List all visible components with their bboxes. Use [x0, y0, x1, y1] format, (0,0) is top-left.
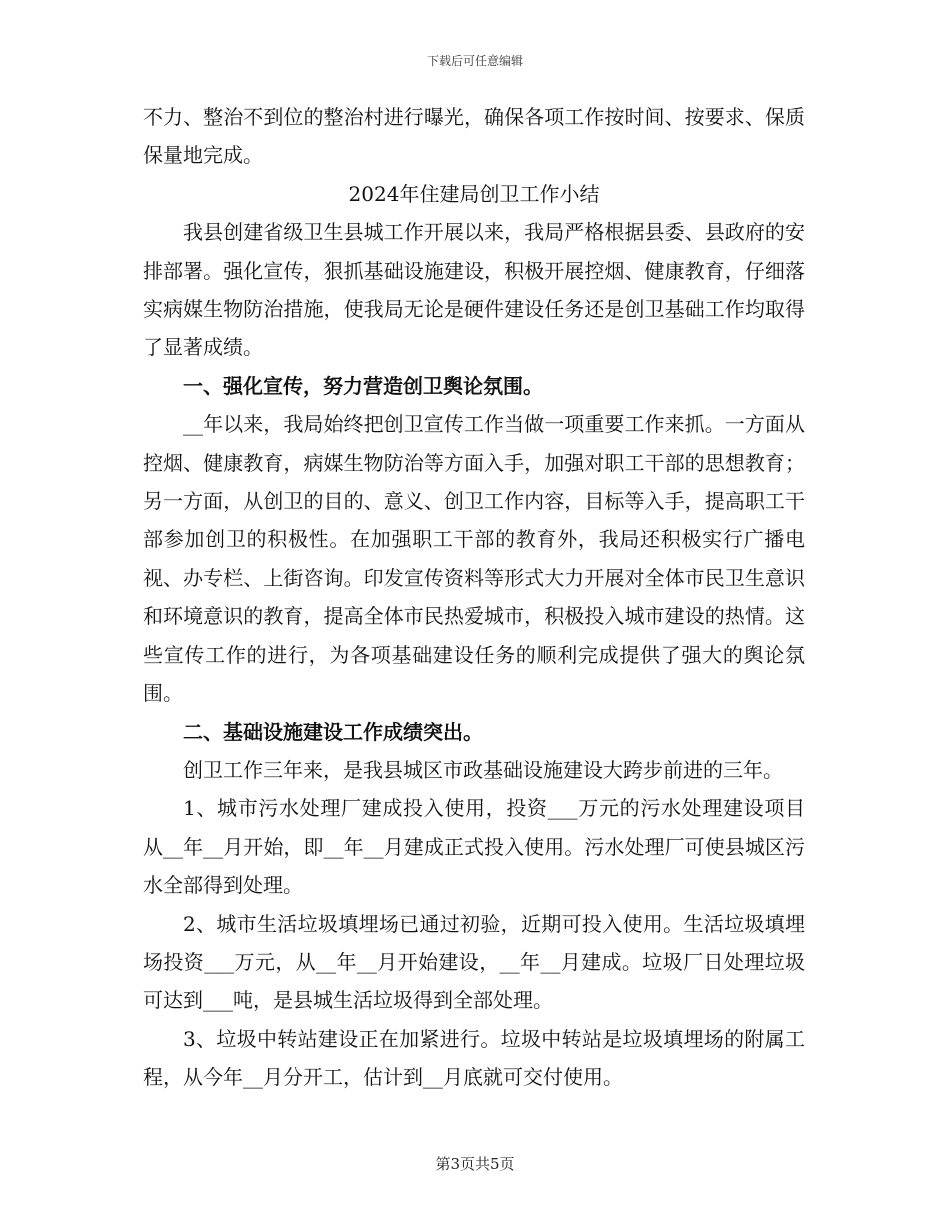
- section-2-intro-paragraph: 创卫工作三年来，是我县城区市政基础设施建设大跨步前进的三年。: [183, 757, 783, 782]
- carry-over-paragraph: 不力、整治不到位的整治村进行曝光，确保各项工作按时间、按要求、保质保量地完成。: [143, 105, 805, 168]
- list-item-3: 3、垃圾中转站建设正在加紧进行。垃圾中转站是垃圾填埋场的附属工程，从今年__月分开工，估计到__月底就可交付使用。: [143, 1026, 805, 1090]
- page-header-note: 下载后可任意编辑: [426, 54, 523, 68]
- document-body: [143, 98, 805, 1097]
- document-title: 2024年住建局创卫工作小结: [348, 181, 600, 206]
- section-1-heading: 一、强化宣传，努力营造创卫舆论氛围。: [183, 373, 543, 398]
- list-item-1: 1、城市污水处理厂建成投入使用，投资___万元的污水处理建设项目从__年__月开始，即__年__月建成正式投入使用。污水处理厂可使县城区污水全部得到处理。: [143, 796, 805, 898]
- section-2-heading: 二、基础设施建设工作成绩突出。: [183, 719, 483, 744]
- intro-paragraph: 我县创建省级卫生县城工作开展以来，我局严格根据县委、县政府的安排部署。强化宣传，狠抓基础设施建设，积极开展控烟、健康教育，仔细落实病媒生物防治措施，使我局无论是硬件建设任务还是创卫基础工作均取得了显著成绩。: [143, 220, 805, 360]
- page-footer: 第3页共5页: [435, 1155, 515, 1173]
- list-item-2: 2、城市生活垃圾填埋场已通过初验，近期可投入使用。生活垃圾填埋场投资___万元，从__年__月开始建设，__年__月建成。垃圾厂日处理垃圾可达到___吨，是县城生活垃圾得到全部处理。: [143, 911, 805, 1013]
- section-1-paragraph: __年以来，我局始终把创卫宣传工作当做一项重要工作来抓。一方面从控烟、健康教育，病媒生物防治等方面入手，加强对职工干部的思想教育；另一方面，从创卫的目的、意义、创卫工作内容，目标等入手，提高职工干部参加创卫的积极性。在加强职工干部的教育外，我局还积极实行广播电视、办专栏、上街咨询。印发宣传资料等形式大力开展对全体市民卫生意识和环境意识的教育，提高全体市民热爱城市，积极投入城市建设的热情。这些宣传工作的进行，为各项基础建设任务的顺利完成提供了强大的舆论氛围。: [143, 412, 805, 706]
